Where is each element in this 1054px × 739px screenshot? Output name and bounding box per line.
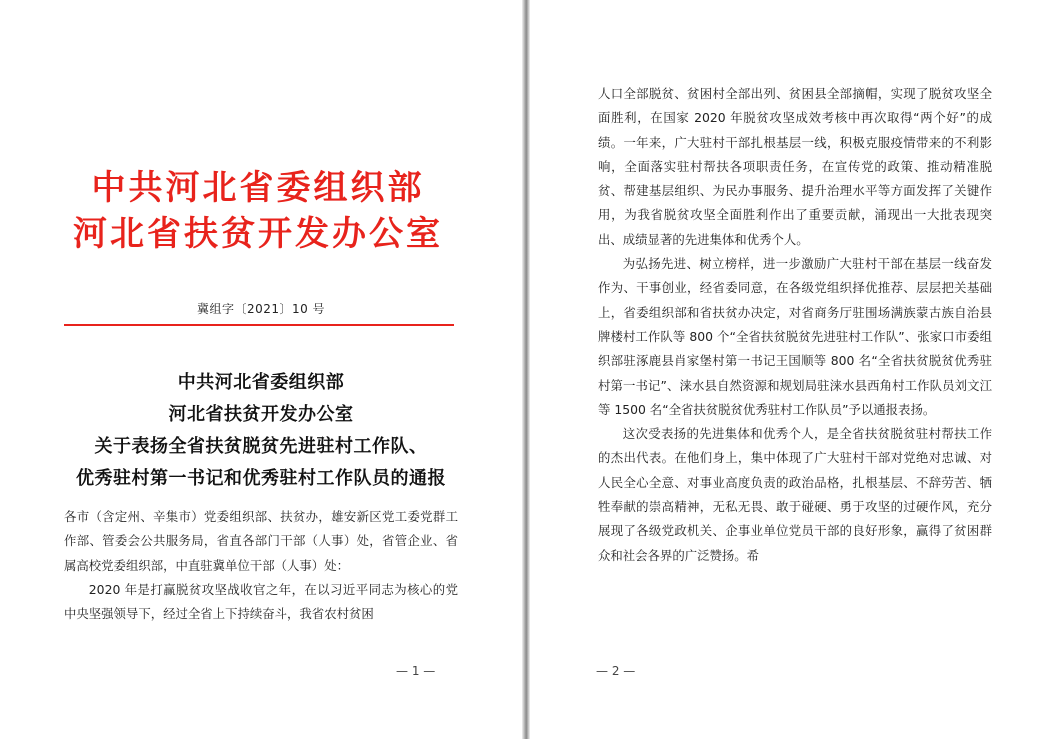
paragraph-3: 这次受表扬的先进集体和优秀个人，是全省扶贫脱贫驻村帮扶工作的杰出代表。在他们身上，集中体现了广大驻村干部对党绝对忠诚、对人民全心全意、对事业高度负责的政治品格，扎根基层、不辞劳苦、牺牲奉献的崇高精神，无私无畏、敢于碰硬、勇于攻坚的过硬作风，充分展现了各级党政机关、企事业单位党员干部的良好形象，赢得了贫困群众和社会各界的广泛赞扬。希	[598, 426, 992, 563]
title-line-4: 优秀驻村第一书记和优秀驻村工作队员的通报	[76, 468, 446, 489]
document-number: 冀组字〔2021〕10 号	[196, 302, 326, 316]
title-line-3: 关于表扬全省扶贫脱贫先进驻村工作队、	[94, 436, 428, 457]
page-gutter	[522, 0, 530, 739]
title-line-1: 中共河北省委组织部	[177, 372, 345, 393]
title-line-2: 河北省扶贫开发办公室	[168, 404, 354, 425]
red-header-line-2: 河北省扶贫开发办公室	[73, 214, 443, 254]
page-2	[530, 0, 1054, 739]
paragraph-1: 2020 年是打赢脱贫攻坚战收官之年，在以习近平同志为核心的党中央坚强领导下，经过全省上下持续奋斗，我省农村贫困	[64, 581, 458, 622]
salutation: 各市（含定州、辛集市）党委组织部、扶贫办，雄安新区党工委党群工作部、管委会公共服务局，省直各部门干部（人事）处，省管企业、省属高校党委组织部，中直驻冀单位干部（人事）处：	[64, 509, 458, 573]
page-number-1: — 1 —	[396, 664, 436, 678]
right-page-body	[598, 82, 992, 568]
page-number-2: — 2 —	[596, 664, 636, 678]
paragraph-1-continued: 人口全部脱贫、贫困村全部出列、贫困县全部摘帽，实现了脱贫攻坚全面胜利，在国家 2020 年脱贫攻坚成效考核中再次取得“两个好”的成绩。一年来，广大驻村干部扎根基层一线，积极克服疫情带来的不利影响，全面落实驻村帮扶各项职责任务，在宣传党的政策、推动精准脱贫、帮建基层组织、为民办事服务、提升治理水平等方面发挥了关键作用，为我省脱贫攻坚全面胜利作出了重要贡献，涌现出一大批表现突出、成绩显著的先进集体和优秀个人。	[598, 86, 992, 247]
paragraph-2: 为弘扬先进、树立榜样，进一步激励广大驻村干部在基层一线奋发作为、干事创业，经省委同意，在各级党组织择优推荐、层层把关基础上，省委组织部和省扶贫办决定，对省商务厅驻围场满族蒙古族自治县牌楼村工作队等 800 个“全省扶贫脱贫先进驻村工作队”、张家口市委组织部驻涿鹿县肖家堡村第一书记王国顺等 800 名“全省扶贫脱贫优秀驻村第一书记”、涞水县自然资源和规划局驻涞水县西角村工作队员刘文江等 1500 名“全省扶贫脱贫优秀驻村工作队员”予以通报表扬。	[598, 256, 992, 417]
left-page-body	[64, 505, 458, 626]
red-header-line-1: 中共河北省委组织部	[91, 168, 425, 208]
red-divider-rule	[64, 324, 454, 326]
page-1	[0, 0, 522, 739]
